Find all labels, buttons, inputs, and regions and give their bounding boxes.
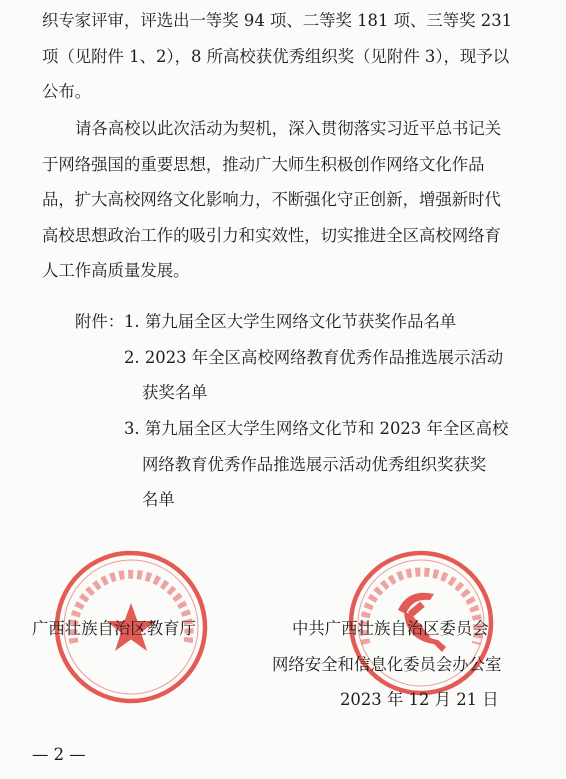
- body-line: 织专家评审，评选出一等奖 94 项、二等奖 181 项、三等奖 231: [42, 11, 513, 30]
- body-line: 项（见附件 1、2），8 所高校获优秀组织奖（见附件 3），现予以: [42, 47, 510, 66]
- issue-date: 2023 年 12 月 21 日: [340, 690, 499, 709]
- body-line: 公布。: [42, 82, 92, 101]
- body-line: 人工作高质量发展。: [42, 261, 190, 280]
- body-line: 品，扩大高校网络文化影响力，不断强化守正创新，增强新时代: [42, 190, 501, 209]
- attachment-item-3: 3. 第九届全区大学生网络文化节和 2023 年全区高校: [124, 419, 509, 438]
- issuer-right-line1: 中共广西壮族自治区委员会: [292, 619, 489, 638]
- page-number: — 2 —: [32, 745, 86, 764]
- body-line: 高校思想政治工作的吸引力和实效性，切实推进全区高校网络育: [42, 226, 501, 245]
- body-line: 于网络强国的重要思想，推动广大师生积极创作网络文化作品: [42, 155, 485, 174]
- attachment-item-2: 2. 2023 年全区高校网络教育优秀作品推选展示活动: [124, 348, 504, 367]
- attachment-item-2-cont: 获奖名单: [142, 383, 208, 402]
- body-line: 请各高校以此次活动为契机，深入贯彻落实习近平总书记关: [75, 119, 502, 138]
- attachment-item-3-cont: 名单: [142, 490, 175, 509]
- attachment-item-3-cont: 网络教育优秀作品推选展示活动优秀组织奖获奖: [142, 455, 487, 474]
- issuer-left: 广西壮族自治区教育厅: [32, 619, 196, 638]
- attachments-label: 附件：: [75, 312, 125, 331]
- attachment-item-1: 1. 第九届全区大学生网络文化节获奖作品名单: [124, 312, 457, 331]
- issuer-right-line2: 网络安全和信息化委员会办公室: [272, 655, 502, 674]
